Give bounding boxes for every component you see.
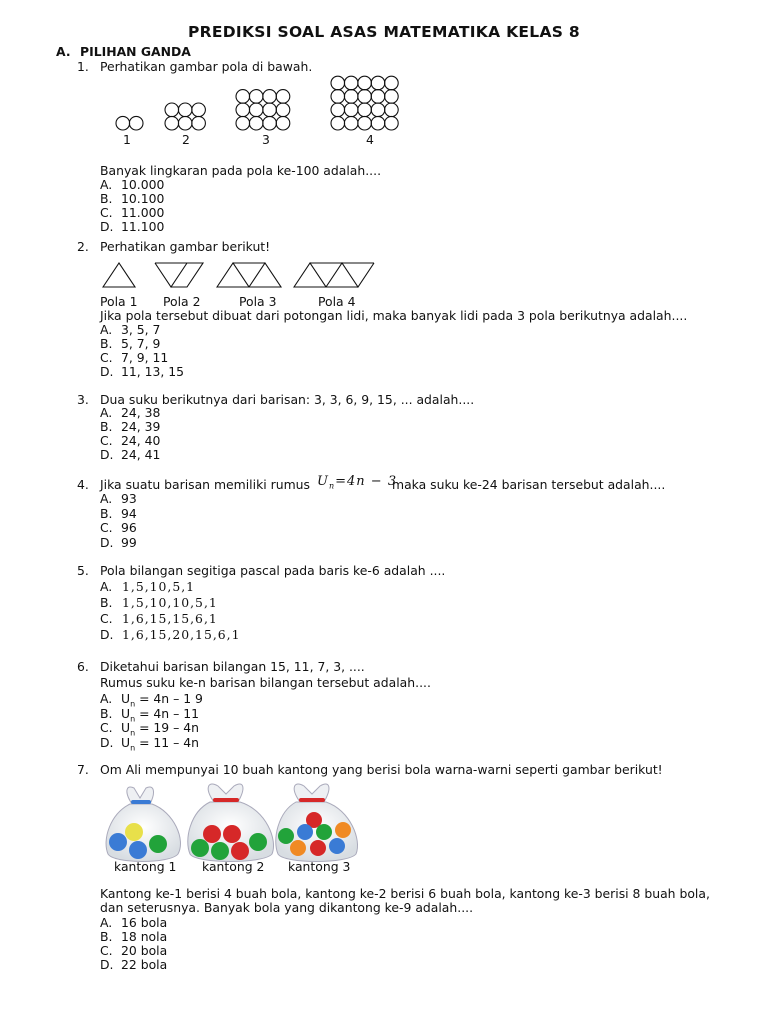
- q7-option-b-text: 18 nola: [121, 929, 168, 944]
- pattern-4-circle: [371, 103, 385, 117]
- q7-option-d-text: 22 bola: [121, 957, 168, 972]
- pattern-3-circle: [276, 116, 290, 130]
- q6-text: Diketahui barisan bilangan 15, 11, 7, 3, ....: [100, 659, 365, 674]
- q1-option-b-text: 10.100: [121, 191, 165, 206]
- pattern-4-circle: [358, 116, 372, 130]
- pattern-3-circle: [276, 103, 290, 117]
- q3-option-a-letter: A.: [100, 405, 113, 420]
- q4-option-c-text: 96: [121, 520, 137, 535]
- q5-option-c-letter: C.: [100, 611, 113, 626]
- pattern-4-circle: [331, 90, 345, 104]
- pattern-4-circle: [344, 116, 358, 130]
- q5-option-a-letter: A.: [100, 579, 113, 594]
- pattern-3-circle: [263, 116, 277, 130]
- q3-option-c-letter: C.: [100, 433, 113, 448]
- pattern-3-circle: [263, 103, 277, 117]
- pattern-3-circle: [263, 90, 277, 104]
- q3-option-b-text: 24, 39: [121, 419, 161, 434]
- q1-number: 1.: [77, 59, 89, 74]
- q4-number: 4.: [77, 477, 89, 492]
- pattern-3-circle: [249, 90, 263, 104]
- q3-option-d-text: 24, 41: [121, 447, 161, 462]
- q2-option-a-letter: A.: [100, 322, 113, 337]
- q4-option-d-letter: D.: [100, 534, 114, 550]
- pattern-3-circle: [236, 103, 250, 117]
- section-letter: A.: [56, 44, 71, 59]
- pattern-3-circle: [236, 90, 250, 104]
- q5-option-b-text: 1,5,10,10,5,1: [122, 595, 218, 610]
- q1-option-a-text: 10.000: [121, 177, 165, 192]
- q2-fig-label-4: Pola 4: [318, 294, 356, 309]
- q2-option-c-letter: C.: [100, 350, 113, 365]
- pattern-2-circle: [192, 116, 206, 130]
- q6-option-a-text: $U_n = 4n - 1$ 9: [121, 691, 203, 709]
- q3-number: 3.: [77, 392, 89, 407]
- pattern-3-circle: [249, 103, 263, 117]
- q2-option-d-letter: D.: [100, 364, 114, 379]
- q4-option-a-text: 93: [121, 491, 137, 506]
- page-title: PREDIKSI SOAL ASAS MATEMATIKA KELAS 8: [187, 23, 580, 41]
- pattern-4-circle: [358, 90, 372, 104]
- q6-option-a-letter: A.: [100, 691, 113, 706]
- q4-option-a-letter: A.: [100, 491, 113, 506]
- q4-formula: $U_n=4n - 3$: [317, 474, 398, 491]
- q7-option-b-letter: B.: [100, 929, 113, 944]
- q1-fig-label-2: 2: [182, 132, 190, 147]
- pattern-4-circle: [331, 116, 345, 130]
- q7-fig-label-2: kantong 2: [202, 859, 265, 874]
- q1-fig-label-1: 1: [123, 132, 131, 147]
- bag-1-image: [106, 787, 180, 862]
- pattern-4-circle: [331, 76, 345, 90]
- q6-text2: Rumus suku ke-n barisan bilangan tersebut adalah....: [100, 675, 431, 690]
- pattern-3-circle: [276, 90, 290, 104]
- pattern-2-circle: [178, 103, 192, 117]
- q1-fig-label-3: 3: [262, 132, 270, 147]
- pattern-4-circle: [358, 76, 372, 90]
- q6-option-b-letter: B.: [100, 705, 113, 721]
- q2-option-b-text: 5, 7, 9: [121, 336, 161, 351]
- q2-fig-label-3: Pola 3: [239, 294, 277, 309]
- pattern-3-circle: [236, 116, 250, 130]
- bag-2-image: [188, 784, 274, 862]
- q2-option-a-text: 3, 5, 7: [121, 322, 161, 337]
- q1-fig-label-4: 4: [366, 132, 374, 147]
- bag-3-image: [276, 784, 358, 862]
- q2-fig-label-1: Pola 1: [100, 294, 138, 309]
- pattern-2-circle: [178, 116, 192, 130]
- pattern-4-circle: [331, 103, 345, 117]
- q3-option-c-text: 24, 40: [121, 433, 161, 448]
- q7-number: 7.: [77, 762, 89, 777]
- q5-number: 5.: [77, 563, 89, 578]
- q1-option-c-letter: C.: [100, 205, 113, 220]
- q7-option-c-text: 20 bola: [121, 943, 168, 958]
- q7-text: Om Ali mempunyai 10 buah kantong yang berisi bola warna-warni seperti gambar berikut!: [100, 762, 663, 777]
- q5-option-c-text: 1,6,15,15,6,1: [122, 611, 218, 626]
- q5-text: Pola bilangan segitiga pascal pada baris ke-6 adalah ....: [100, 563, 446, 578]
- q3-option-b-letter: B.: [100, 419, 113, 434]
- circle-pattern-figure: [100, 72, 440, 152]
- q1-option-c-text: 11.000: [121, 205, 165, 220]
- pattern-4-circle: [344, 76, 358, 90]
- q4-option-b-letter: B.: [100, 505, 113, 521]
- q4-option-d-text: 99: [121, 534, 137, 550]
- q7-fig-label-3: kantong 3: [288, 859, 351, 874]
- pattern-3-circle: [249, 116, 263, 130]
- q6-option-c-text: $U_n = 19 - 4n$: [121, 720, 199, 738]
- q7-option-a-letter: A.: [100, 915, 113, 930]
- pattern-4-circle: [385, 116, 399, 130]
- q2-fig-label-2: Pola 2: [163, 294, 201, 309]
- ball-bags-figure: [100, 778, 360, 862]
- q3-option-d-letter: D.: [100, 447, 114, 462]
- pattern-4-circle: [344, 103, 358, 117]
- q6-number: 6.: [77, 659, 89, 674]
- q5-option-d-letter: D.: [100, 627, 114, 642]
- q7-fig-label-1: kantong 1: [114, 859, 177, 874]
- q1-option-d-text: 11.100: [121, 219, 165, 234]
- q4-option-b-text: 94: [121, 505, 137, 521]
- q7-option-a-text: 16 bola: [121, 915, 168, 930]
- q7-option-d-letter: D.: [100, 957, 114, 972]
- q3-text: Dua suku berikutnya dari barisan: 3, 3, 6, 9, 15, ... adalah....: [100, 392, 475, 407]
- pattern-2-circle: [165, 116, 179, 130]
- pattern-4-circle: [371, 76, 385, 90]
- q4-text-after: maka suku ke-24 barisan tersebut adalah....: [392, 477, 666, 492]
- pattern-1-circle: [116, 116, 130, 130]
- q2-option-c-text: 7, 9, 11: [121, 350, 169, 365]
- q2-option-b-letter: B.: [100, 336, 113, 351]
- pattern-4-circle: [385, 90, 399, 104]
- q1-option-b-letter: B.: [100, 191, 113, 206]
- pattern-4-circle: [344, 90, 358, 104]
- pattern-2-circle: [192, 103, 206, 117]
- q4-option-c-letter: C.: [100, 520, 113, 535]
- q6-option-d-letter: D.: [100, 734, 114, 750]
- q1-option-d-letter: D.: [100, 219, 114, 234]
- q2-number: 2.: [77, 239, 89, 254]
- q6-option-c-letter: C.: [100, 720, 113, 735]
- section-title: PILIHAN GANDA: [80, 44, 191, 59]
- q5-option-d-text: 1,6,15,20,15,6,1: [122, 627, 241, 642]
- pattern-4-circle: [385, 103, 399, 117]
- pattern-2-circle: [165, 103, 179, 117]
- q2-option-d-text: 11, 13, 15: [121, 364, 185, 379]
- pattern-4-circle: [371, 90, 385, 104]
- q6-option-b-text: $U_n = 4n - 11$: [121, 705, 199, 723]
- q1-stem: Banyak lingkaran pada pola ke-100 adalah....: [100, 163, 382, 178]
- q2-stem: Jika pola tersebut dibuat dari potongan lidi, maka banyak lidi pada 3 pola berikutnya adalah....: [100, 308, 688, 323]
- q5-option-b-letter: B.: [100, 595, 113, 610]
- pattern-4-circle: [385, 76, 399, 90]
- pattern-1-circle: [129, 116, 143, 130]
- q2-text: Perhatikan gambar berikut!: [100, 239, 271, 254]
- q6-option-d-text: $U_n = 11 - 4n$: [121, 734, 199, 752]
- pattern-4-circle: [358, 103, 372, 117]
- q3-option-a-text: 24, 38: [121, 405, 161, 420]
- pattern-4-circle: [371, 116, 385, 130]
- q5-option-a-text: 1,5,10,5,1: [122, 579, 196, 594]
- q4-text-before: Jika suatu barisan memiliki rumus: [100, 477, 310, 492]
- q7-option-c-letter: C.: [100, 943, 113, 958]
- triangle-pattern-figure: [100, 260, 390, 290]
- q1-text: Perhatikan gambar pola di bawah.: [100, 59, 313, 74]
- q1-option-a-letter: A.: [100, 177, 113, 192]
- q7-stem: Kantong ke-1 berisi 4 buah bola, kantong ke-2 berisi 6 buah bola, kantong ke-3 berisi 8 buah bola, dan seterusnya. Banyak bola yang dikantong ke-9 adalah....: [100, 886, 710, 915]
